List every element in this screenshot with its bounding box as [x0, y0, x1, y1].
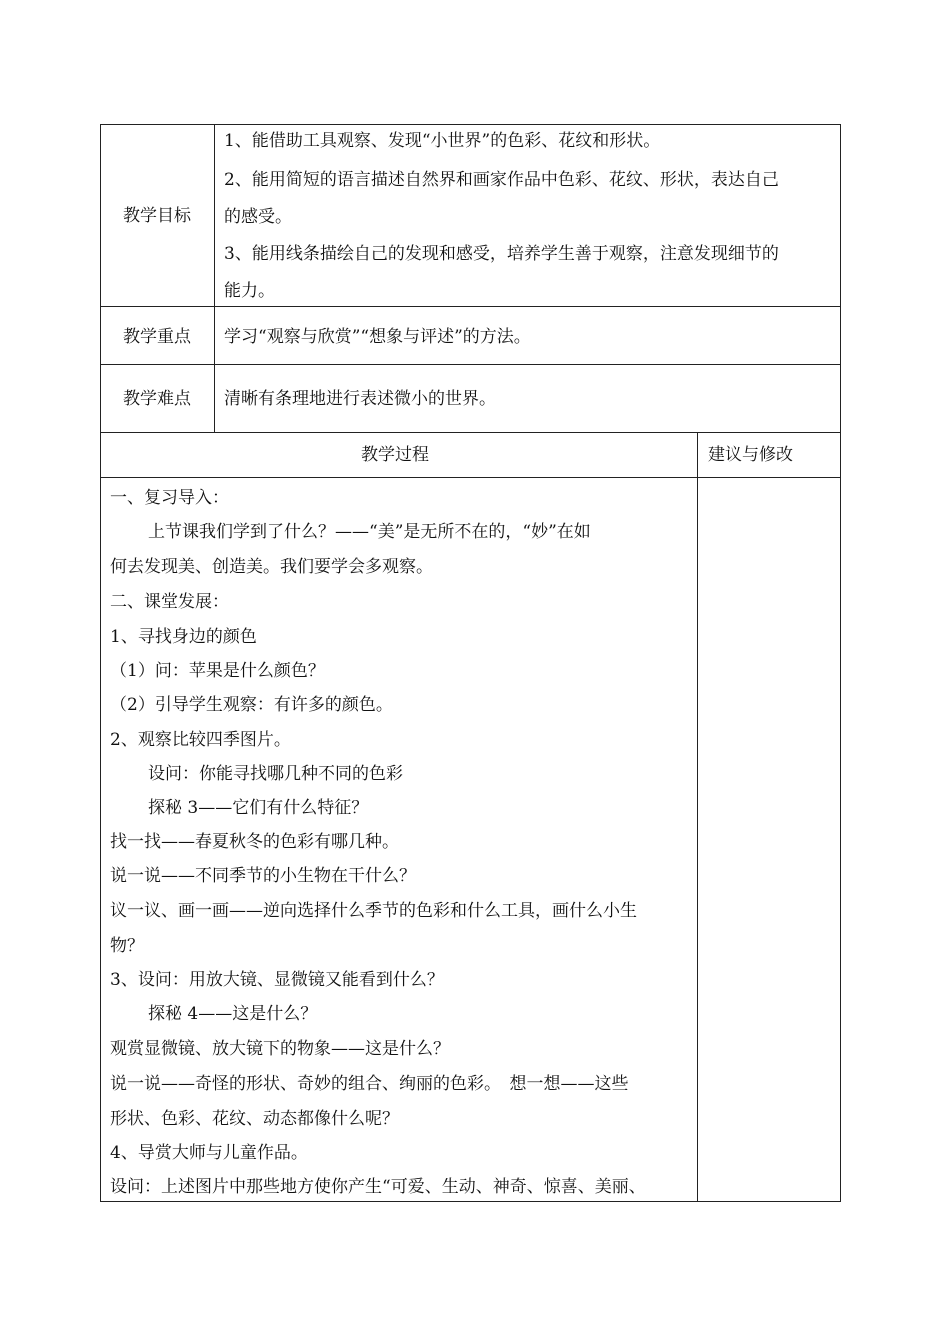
process-line: 2、观察比较四季图片。	[110, 730, 291, 750]
label-column-divider	[214, 124, 215, 432]
process-line: 找一找——春夏秋冬的色彩有哪几种。	[110, 832, 399, 852]
process-line: 3、设问：用放大镜、显微镜又能看到什么？	[110, 970, 444, 990]
process-line: 上节课我们学到了什么？——“美”是无所不在的，“妙”在如	[148, 522, 591, 542]
process-line: 物？	[110, 936, 144, 956]
process-line: 设问：上述图片中那些地方使你产生“可爱、生动、神奇、惊喜、美丽、	[110, 1177, 646, 1197]
process-line: 一、复习导入：	[110, 488, 229, 508]
process-line: 观赏显微镜、放大镜下的物象——这是什么？	[110, 1039, 450, 1059]
process-line: 设问：你能寻找哪几种不同的色彩	[148, 764, 403, 784]
objective-line: 的感受。	[224, 207, 292, 227]
process-line: 4、导赏大师与儿童作品。	[110, 1143, 308, 1163]
row-divider	[100, 306, 841, 307]
row-divider	[100, 432, 841, 433]
process-line: 何去发现美、创造美。我们要学会多观察。	[110, 557, 433, 577]
objective-line: 3、能用线条描绘自己的发现和感受，培养学生善于观察，注意发现细节的	[224, 244, 779, 264]
key-points-label: 教学重点	[123, 327, 191, 347]
process-line: （2）引导学生观察：有许多的颜色。	[110, 695, 393, 715]
process-line: 二、课堂发展：	[110, 592, 229, 612]
objective-line: 能力。	[224, 281, 275, 301]
suggestion-header: 建议与修改	[708, 445, 793, 465]
row-divider	[100, 477, 841, 478]
process-header: 教学过程	[361, 445, 429, 465]
process-line: 探秘 4——这是什么？	[148, 1004, 318, 1024]
suggestion-column-divider	[697, 432, 698, 1202]
objective-line: 2、能用简短的语言描述自然界和画家作品中色彩、花纹、形状，表达自己	[224, 170, 779, 190]
key-points-text: 学习“观察与欣赏”“想象与评述”的方法。	[224, 327, 531, 347]
row-divider	[100, 364, 841, 365]
process-line: 形状、色彩、花纹、动态都像什么呢？	[110, 1109, 399, 1129]
process-line: 议一议、画一画——逆向选择什么季节的色彩和什么工具，画什么小生	[110, 901, 637, 921]
process-line: 1、寻找身边的颜色	[110, 627, 257, 647]
process-line: 探秘 3——它们有什么特征？	[148, 798, 369, 818]
objectives-label: 教学目标	[123, 206, 191, 226]
difficulties-label: 教学难点	[123, 389, 191, 409]
objective-line: 1、能借助工具观察、发现“小世界”的色彩、花纹和形状。	[224, 131, 661, 151]
process-line: 说一说——不同季节的小生物在干什么？	[110, 866, 416, 886]
process-line: （1）问：苹果是什么颜色？	[110, 661, 325, 681]
process-line: 说一说——奇怪的形状、奇妙的组合、绚丽的色彩。 想一想——这些	[110, 1074, 629, 1094]
difficulties-text: 清晰有条理地进行表述微小的世界。	[224, 389, 496, 409]
